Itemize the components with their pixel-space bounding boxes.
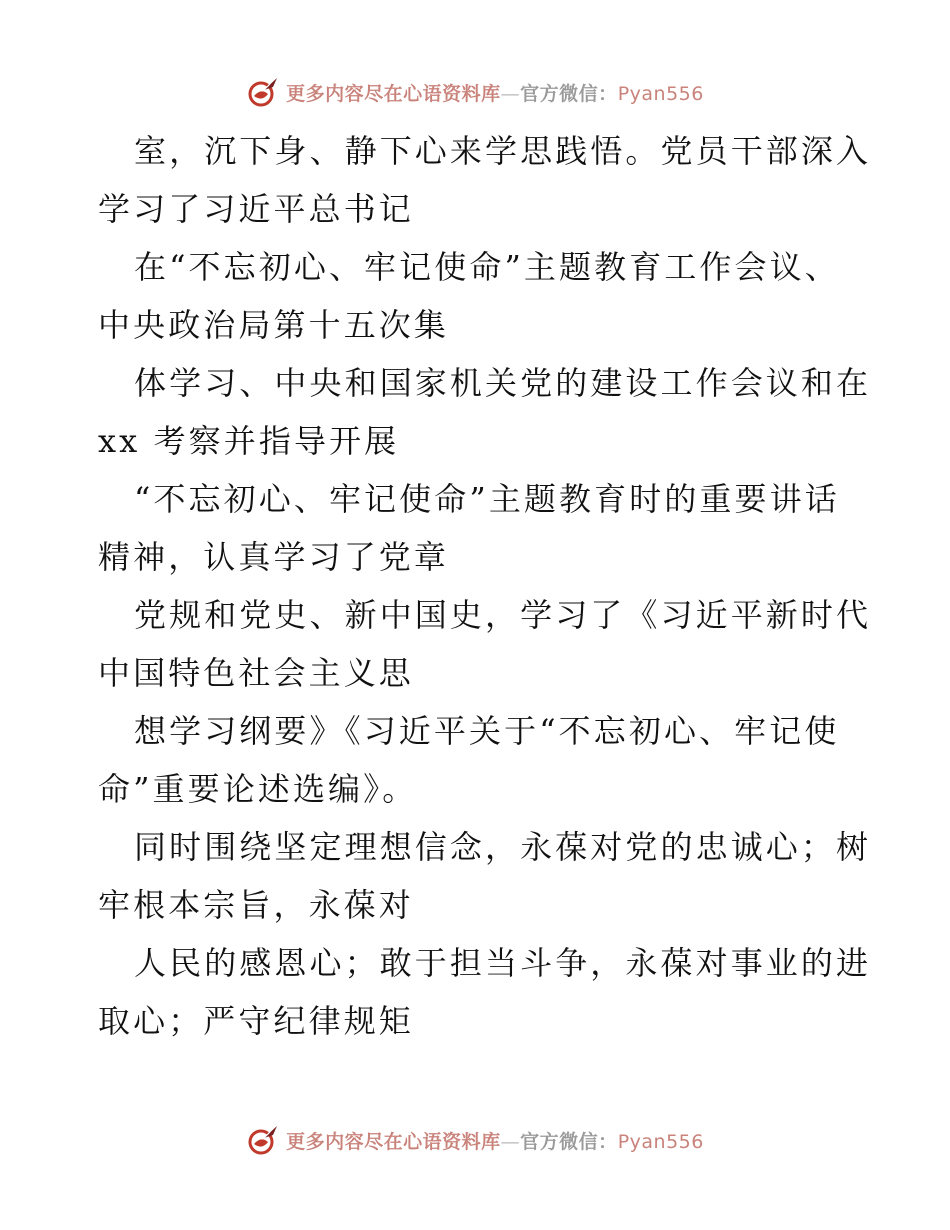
text-line: 室，沉下身、静下心来学思践悟。党员干部深入 [134, 132, 872, 170]
text-line: 中央政治局第十五次集 [98, 306, 450, 344]
text-line: 想学习纲要》《习近平关于“不忘初心、牢记使 [134, 712, 840, 750]
text-line: 同时围绕坚定理想信念，永葆对党的忠诚心；树 [134, 828, 872, 866]
header-watermark [0, 72, 950, 112]
text-line: 在“不忘初心、牢记使命”主题教育工作会议、 [134, 248, 840, 286]
watermark-library-text: 更多内容尽在心语资料库 [286, 1130, 501, 1153]
text-line: 取心；严守纪律规矩 [98, 1002, 414, 1040]
text-line: 牢根本宗旨，永葆对 [98, 886, 414, 924]
watermark-group [246, 1123, 704, 1157]
watermark-library-text: 更多内容尽在心语资料库 [286, 82, 501, 105]
document-body [98, 122, 872, 1050]
text-line: 人民的感恩心；敢于担当斗争，永葆对事业的进 [134, 944, 872, 982]
quill-ink-logo-icon [246, 75, 280, 109]
watermark-official-text: 官方微信： [520, 82, 618, 105]
watermark-separator: — [500, 1130, 521, 1153]
text-line: xx 考察并指导开展 [98, 422, 400, 460]
watermark-group [246, 75, 704, 109]
watermark-wechat-id: Pyan556 [617, 1130, 704, 1153]
text-line: 中国特色社会主义思 [98, 654, 414, 692]
text-line: 党规和党史、新中国史，学习了《习近平新时代 [134, 596, 872, 634]
watermark-wechat-id: Pyan556 [617, 82, 704, 105]
text-line: 命”重要论述选编》。 [98, 770, 418, 808]
footer-watermark [0, 1120, 950, 1160]
text-line: 学习了习近平总书记 [98, 190, 414, 228]
text-line: “不忘初心、牢记使命”主题教育时的重要讲话 [134, 480, 840, 518]
quill-ink-logo-icon [246, 1123, 280, 1157]
watermark-official-text: 官方微信： [520, 1130, 618, 1153]
text-line: 精神，认真学习了党章 [98, 538, 450, 576]
text-line: 体学习、中央和国家机关党的建设工作会议和在 [134, 364, 872, 402]
watermark-separator: — [500, 82, 521, 105]
